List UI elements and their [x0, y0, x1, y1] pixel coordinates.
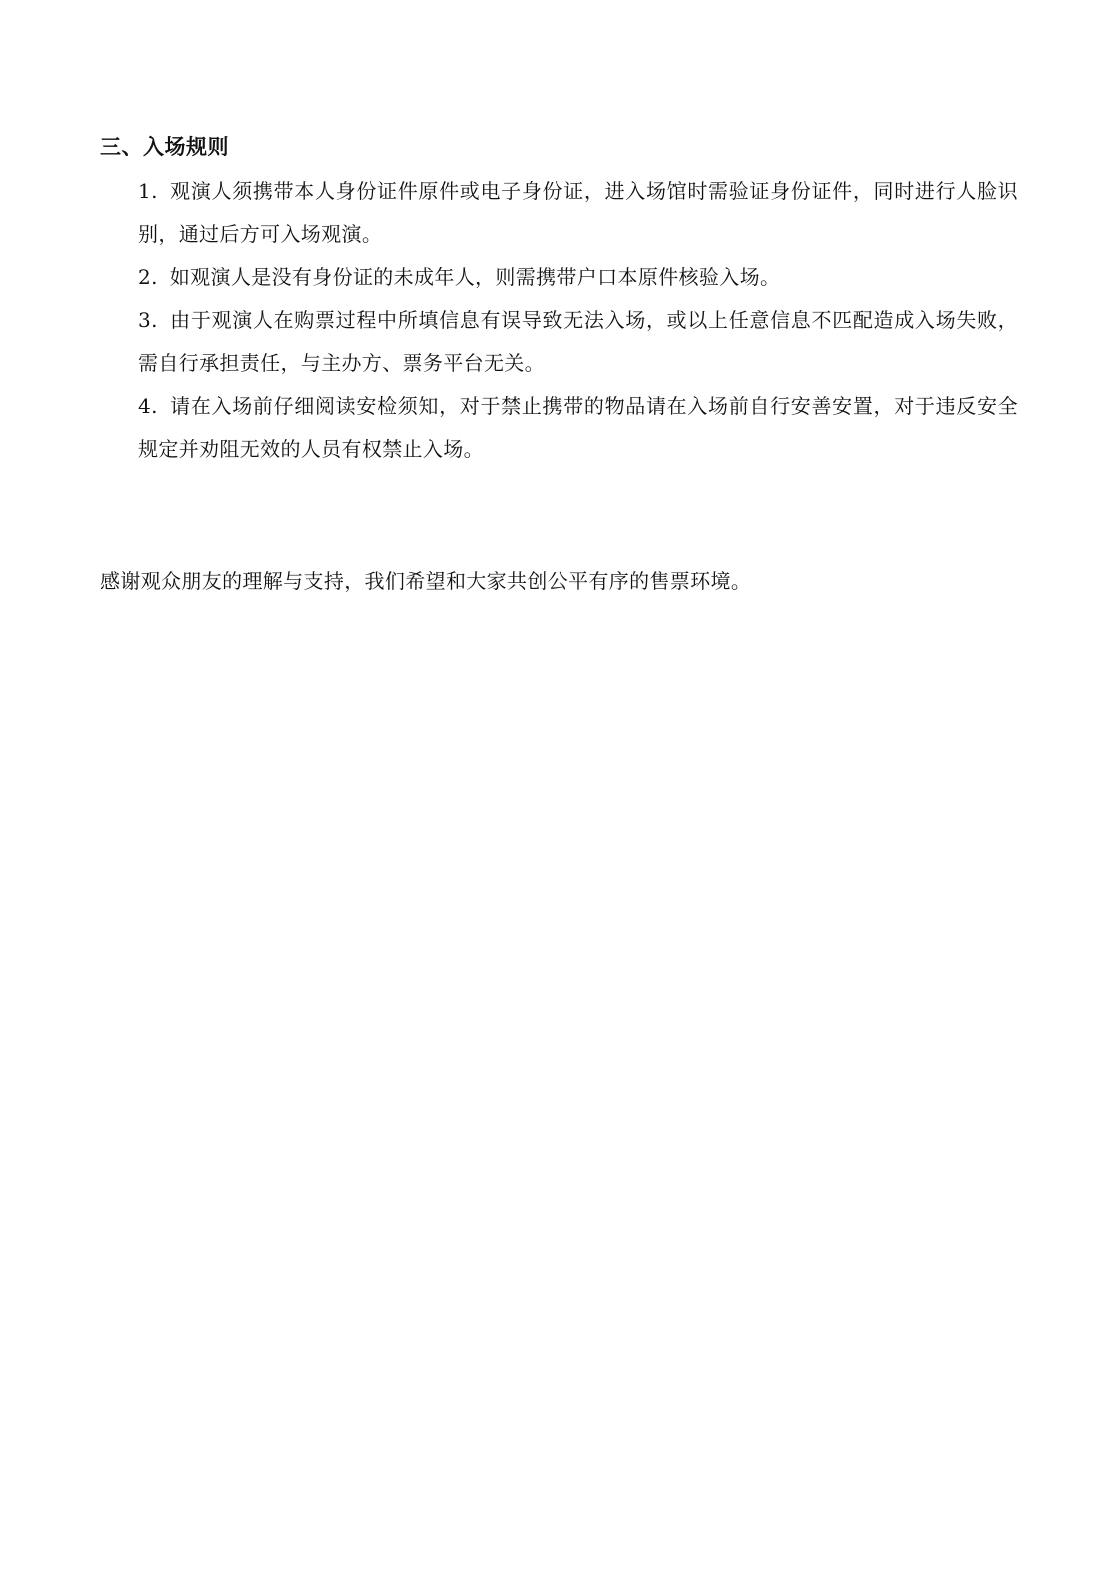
rule-item-4 — [138, 385, 1018, 471]
rule-number: 2. — [138, 265, 158, 289]
rule-item-3 — [138, 299, 1018, 385]
rule-text: 如观演人是没有身份证的未成年人，则需携带户口本原件核验入场。 — [169, 265, 781, 289]
closing-text: 感谢观众朋友的理解与支持，我们希望和大家共创公平有序的售票环境。 — [100, 569, 752, 593]
section-title: 三、入场规则 — [100, 135, 229, 159]
rule-number: 3. — [138, 308, 158, 332]
rule-number: 4. — [138, 394, 158, 418]
rule-number: 1. — [138, 179, 158, 203]
rule-text: 由于观演人在购票过程中所填信息有误导致无法入场，或以上任意信息不匹配造成入场失败，需自行承担责任，与主办方、票务平台无关。 — [138, 308, 1018, 375]
rule-item-2 — [138, 256, 1018, 299]
rule-item-1 — [138, 170, 1018, 256]
rule-text: 观演人须携带本人身份证件原件或电子身份证，进入场馆时需验证身份证件，同时进行人脸识别，通过后方可入场观演。 — [138, 179, 1018, 246]
rules-list — [138, 170, 1018, 471]
rule-text: 请在入场前仔细阅读安检须知，对于禁止携带的物品请在入场前自行安善安置，对于违反安全规定并劝阻无效的人员有权禁止入场。 — [138, 394, 1018, 461]
